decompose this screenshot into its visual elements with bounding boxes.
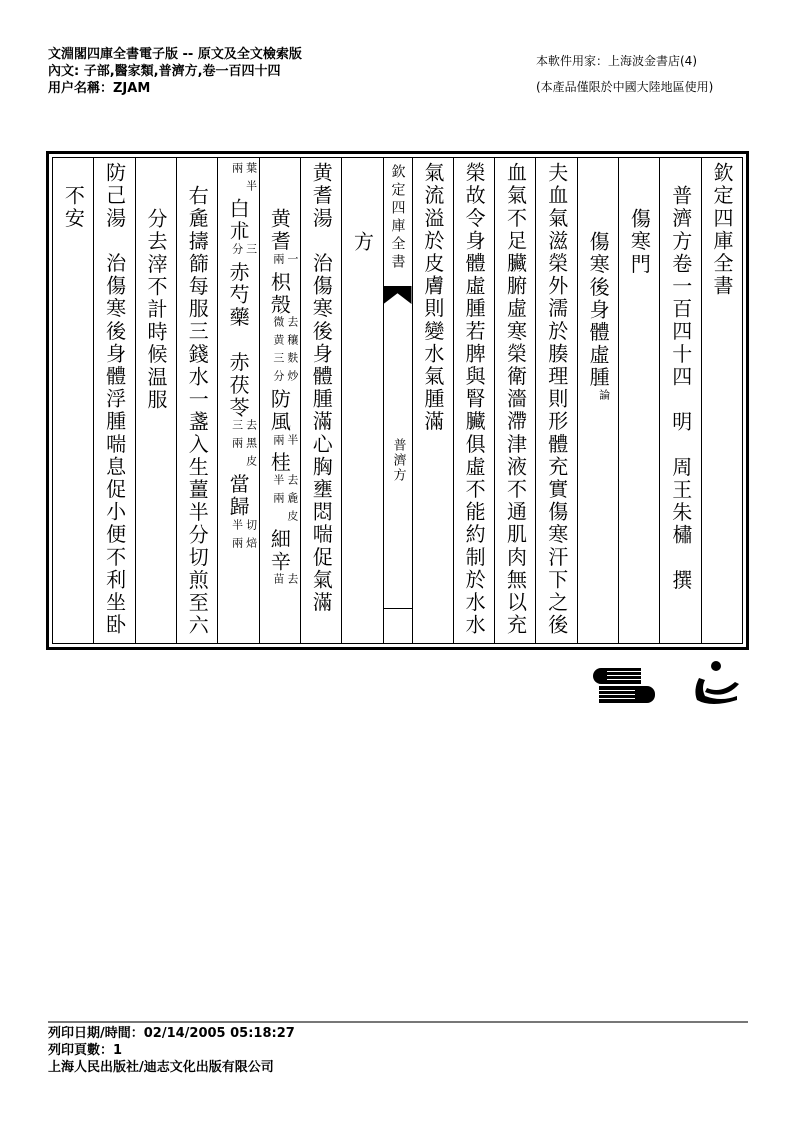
main-text: 方 [350,231,375,254]
center-fold-column [383,158,412,643]
license-holder: 本軟件用家：上海波金書店(4) [536,54,697,68]
header-left [48,46,302,97]
annotation-note [230,419,258,473]
text-column [701,158,742,643]
text-column [453,158,494,643]
annotation-line: 微黄三分 [271,316,285,389]
annotation-line: 兩 [271,433,285,452]
annotation-note [271,573,299,591]
main-text: 防風 [267,388,292,434]
annotation-line: 去 [285,573,299,592]
annotation-line: 論 [597,389,611,408]
annotation-note [271,253,299,271]
annotation-line: 苗 [271,573,285,592]
main-text: 氣流溢於皮膚則變水氣腫滿 [420,162,445,434]
publisher-credit: 上海人民出版社/迪志文化出版有限公司 [48,1060,274,1075]
footer [48,1025,295,1076]
annotation-line: 分 [230,243,244,262]
annotation-note [230,162,258,198]
footer-divider [48,1021,748,1023]
text-column [53,158,93,643]
text-column [618,158,659,643]
center-work-title: 普濟方 [390,438,406,483]
edition-title: 文淵閣四庫全書電子版 -- 原文及全文檢索版 [48,47,302,62]
text-column [341,158,382,643]
region-notice: (本產品僅限於中國大陸地區使用) [536,80,714,94]
main-text: 赤芍藥 赤茯苓 [226,261,251,420]
main-text: 白朮 [226,198,251,244]
center-rule [384,608,412,609]
text-column [300,158,341,643]
main-text: 普濟方卷一百四十四 明 周王朱橚 撰 [668,185,693,592]
annotation-line: 半 [285,433,299,452]
annotation-line: 三兩 [230,419,244,456]
main-text: 黄耆 [267,208,292,254]
main-text: 不安 [61,185,86,231]
annotation-note [271,474,299,528]
annotation-line: 兩 [271,253,285,272]
main-text: 傷寒門 [627,208,652,276]
content-path: 內文: 子部,醫家類,普濟方,卷一百四十四 [48,64,281,79]
annotation-note [271,316,299,388]
annotation-line: 三 [244,243,258,262]
text-column [217,158,258,643]
print-page-count: 列印頁數：1 [48,1043,123,1058]
text-column [577,158,618,643]
annotation-line: 一 [285,253,299,272]
main-text: 右麁擣篩每服三錢水一盞入生薑半分切煎至六 [185,185,210,637]
header-right [536,48,713,100]
main-text: 細辛 [267,528,292,574]
main-text: 榮故令身體虛腫若脾與腎臟俱虛不能約制於水水 [462,162,487,637]
text-columns [52,157,743,644]
annotation-note [597,389,611,407]
main-text: 夫血氣滋榮外濡於腠理則形體充實傷寒汗下之後 [544,162,569,637]
text-column [93,158,134,643]
annotation-line: 兩 [230,162,244,180]
annotation-line: 去麁皮 [285,474,299,529]
main-text: 黄耆湯 治傷寒後身體腫滿心胸壅悶喘促氣滿 [309,162,334,614]
main-text: 傷寒後身體虛腫 [586,231,611,390]
annotation-line: 半兩 [230,518,244,555]
main-text: 血氣不足臟腑虛寒榮衛濇滯津液不通肌肉無以充 [503,162,528,637]
text-column [135,158,176,643]
text-column [535,158,576,643]
main-text: 分去滓不計時候温服 [143,208,168,412]
annotation-note [230,519,258,555]
page-frame [46,151,749,650]
main-text: 防己湯 治傷寒後身體浮腫喘息促小便不利坐卧 [102,162,127,637]
annotation-line: 去穰麩炒 [285,316,299,389]
text-column [494,158,535,643]
annotation-line: 去黑皮 [244,419,258,474]
seal-logo-icon [691,660,743,708]
annotation-note [271,434,299,452]
main-text: 當歸 [226,473,251,519]
publisher-logo [593,660,743,708]
annotation-line: 葉半 [244,162,258,198]
user-name: 用户名稱：ZJAM [48,81,151,96]
main-text: 桂 [267,451,292,475]
fishtail-mark-icon [384,286,412,304]
annotation-note [230,243,258,261]
annotation-line: 半兩 [271,474,285,511]
text-column [259,158,300,643]
text-column [412,158,453,643]
books-logo-icon [593,668,655,704]
main-text: 枳殼 [267,271,292,317]
annotation-line: 切焙 [244,518,258,555]
print-datetime: 列印日期/時間：02/14/2005 05:18:27 [48,1026,295,1041]
main-text: 欽定四庫全書 [710,162,734,298]
center-book-title: 欽定四庫全書 [389,164,406,272]
text-column [176,158,217,643]
text-column [659,158,700,643]
